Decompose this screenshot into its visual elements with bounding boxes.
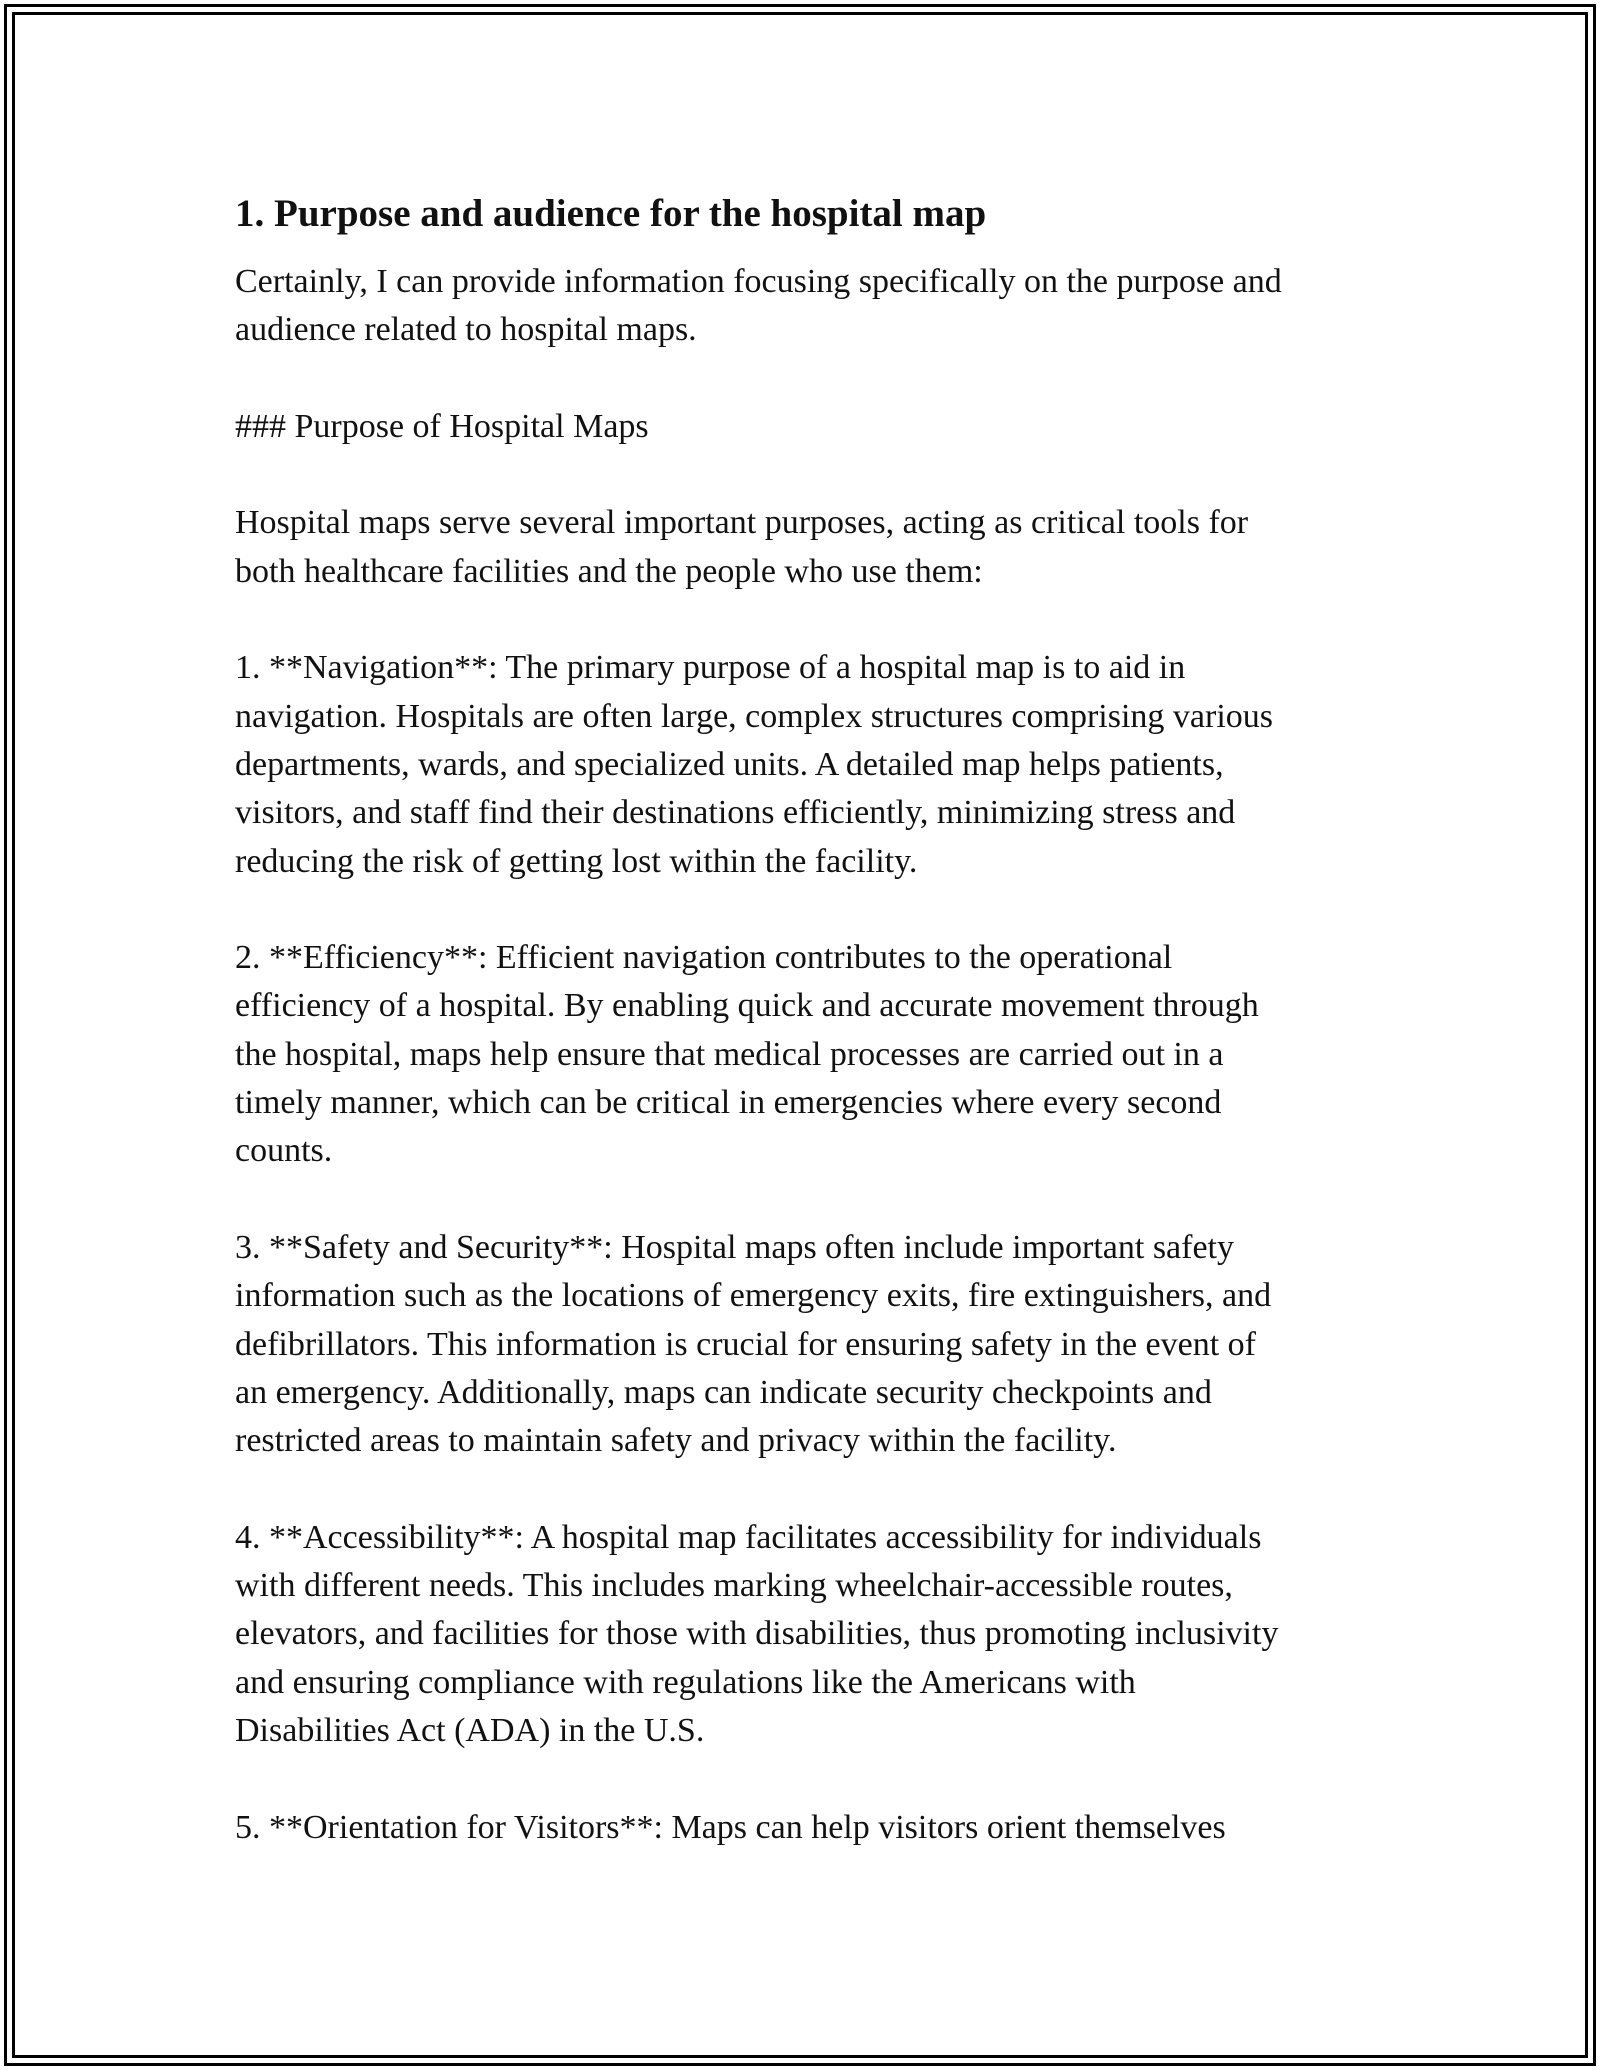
text-line: ### Purpose of Hospital Maps	[235, 407, 649, 445]
list-item-safety-security	[235, 1224, 1405, 1465]
text-line: 2. **Efficiency**: Efficient navigation contributes to the operational	[235, 939, 1173, 977]
intro-paragraph	[235, 258, 1405, 355]
text-line: 4. **Accessibility**: A hospital map facilitates accessibility for individuals	[235, 1518, 1262, 1556]
text-line: Disabilities Act (ADA) in the U.S.	[235, 1711, 705, 1749]
text-line: 5. **Orientation for Visitors**: Maps can help visitors orient themselves	[235, 1808, 1226, 1846]
text-line: timely manner, which can be critical in emergencies where every second	[235, 1084, 1222, 1122]
text-line: Hospital maps serve several important purposes, acting as critical tools for	[235, 504, 1249, 542]
list-item-orientation	[235, 1804, 1405, 1852]
text-line: both healthcare facilities and the people who use them:	[235, 552, 983, 590]
list-item-accessibility	[235, 1514, 1405, 1755]
list-item-navigation	[235, 644, 1405, 885]
text-line: and ensuring compliance with regulations like the Americans with	[235, 1663, 1136, 1701]
text-line: audience related to hospital maps.	[235, 311, 697, 349]
text-line: visitors, and staff find their destinations efficiently, minimizing stress and	[235, 794, 1236, 832]
subheading-paragraph	[235, 403, 1405, 451]
text-line: with different needs. This includes marking wheelchair-accessible routes,	[235, 1567, 1233, 1605]
text-line: defibrillators. This information is crucial for ensuring safety in the event of	[235, 1325, 1256, 1363]
text-line: counts.	[235, 1132, 333, 1170]
text-line: elevators, and facilities for those with disabilities, thus promoting inclusivity	[235, 1615, 1279, 1653]
purpose-intro-paragraph	[235, 499, 1405, 596]
text-line: an emergency. Additionally, maps can indicate security checkpoints and	[235, 1373, 1212, 1411]
text-line: reducing the risk of getting lost within the facility.	[235, 842, 918, 880]
text-line: restricted areas to maintain safety and privacy within the facility.	[235, 1422, 1117, 1460]
text-line: 1. **Navigation**: The primary purpose of a hospital map is to aid in	[235, 649, 1186, 687]
text-line: Certainly, I can provide information focusing specifically on the purpose and	[235, 263, 1282, 300]
text-line: 3. **Safety and Security**: Hospital maps often include important safety	[235, 1228, 1234, 1266]
text-line: departments, wards, and specialized units. A detailed map helps patients,	[235, 745, 1224, 783]
document-body	[235, 186, 1405, 1900]
text-line: the hospital, maps help ensure that medical processes are carried out in a	[235, 1035, 1224, 1073]
list-item-efficiency	[235, 934, 1405, 1175]
text-line: navigation. Hospitals are often large, complex structures comprising various	[235, 697, 1273, 735]
section-heading: 1. Purpose and audience for the hospital map	[235, 192, 987, 235]
text-line: efficiency of a hospital. By enabling quick and accurate movement through	[235, 987, 1259, 1025]
text-line: information such as the locations of emergency exits, fire extinguishers, and	[235, 1277, 1272, 1315]
